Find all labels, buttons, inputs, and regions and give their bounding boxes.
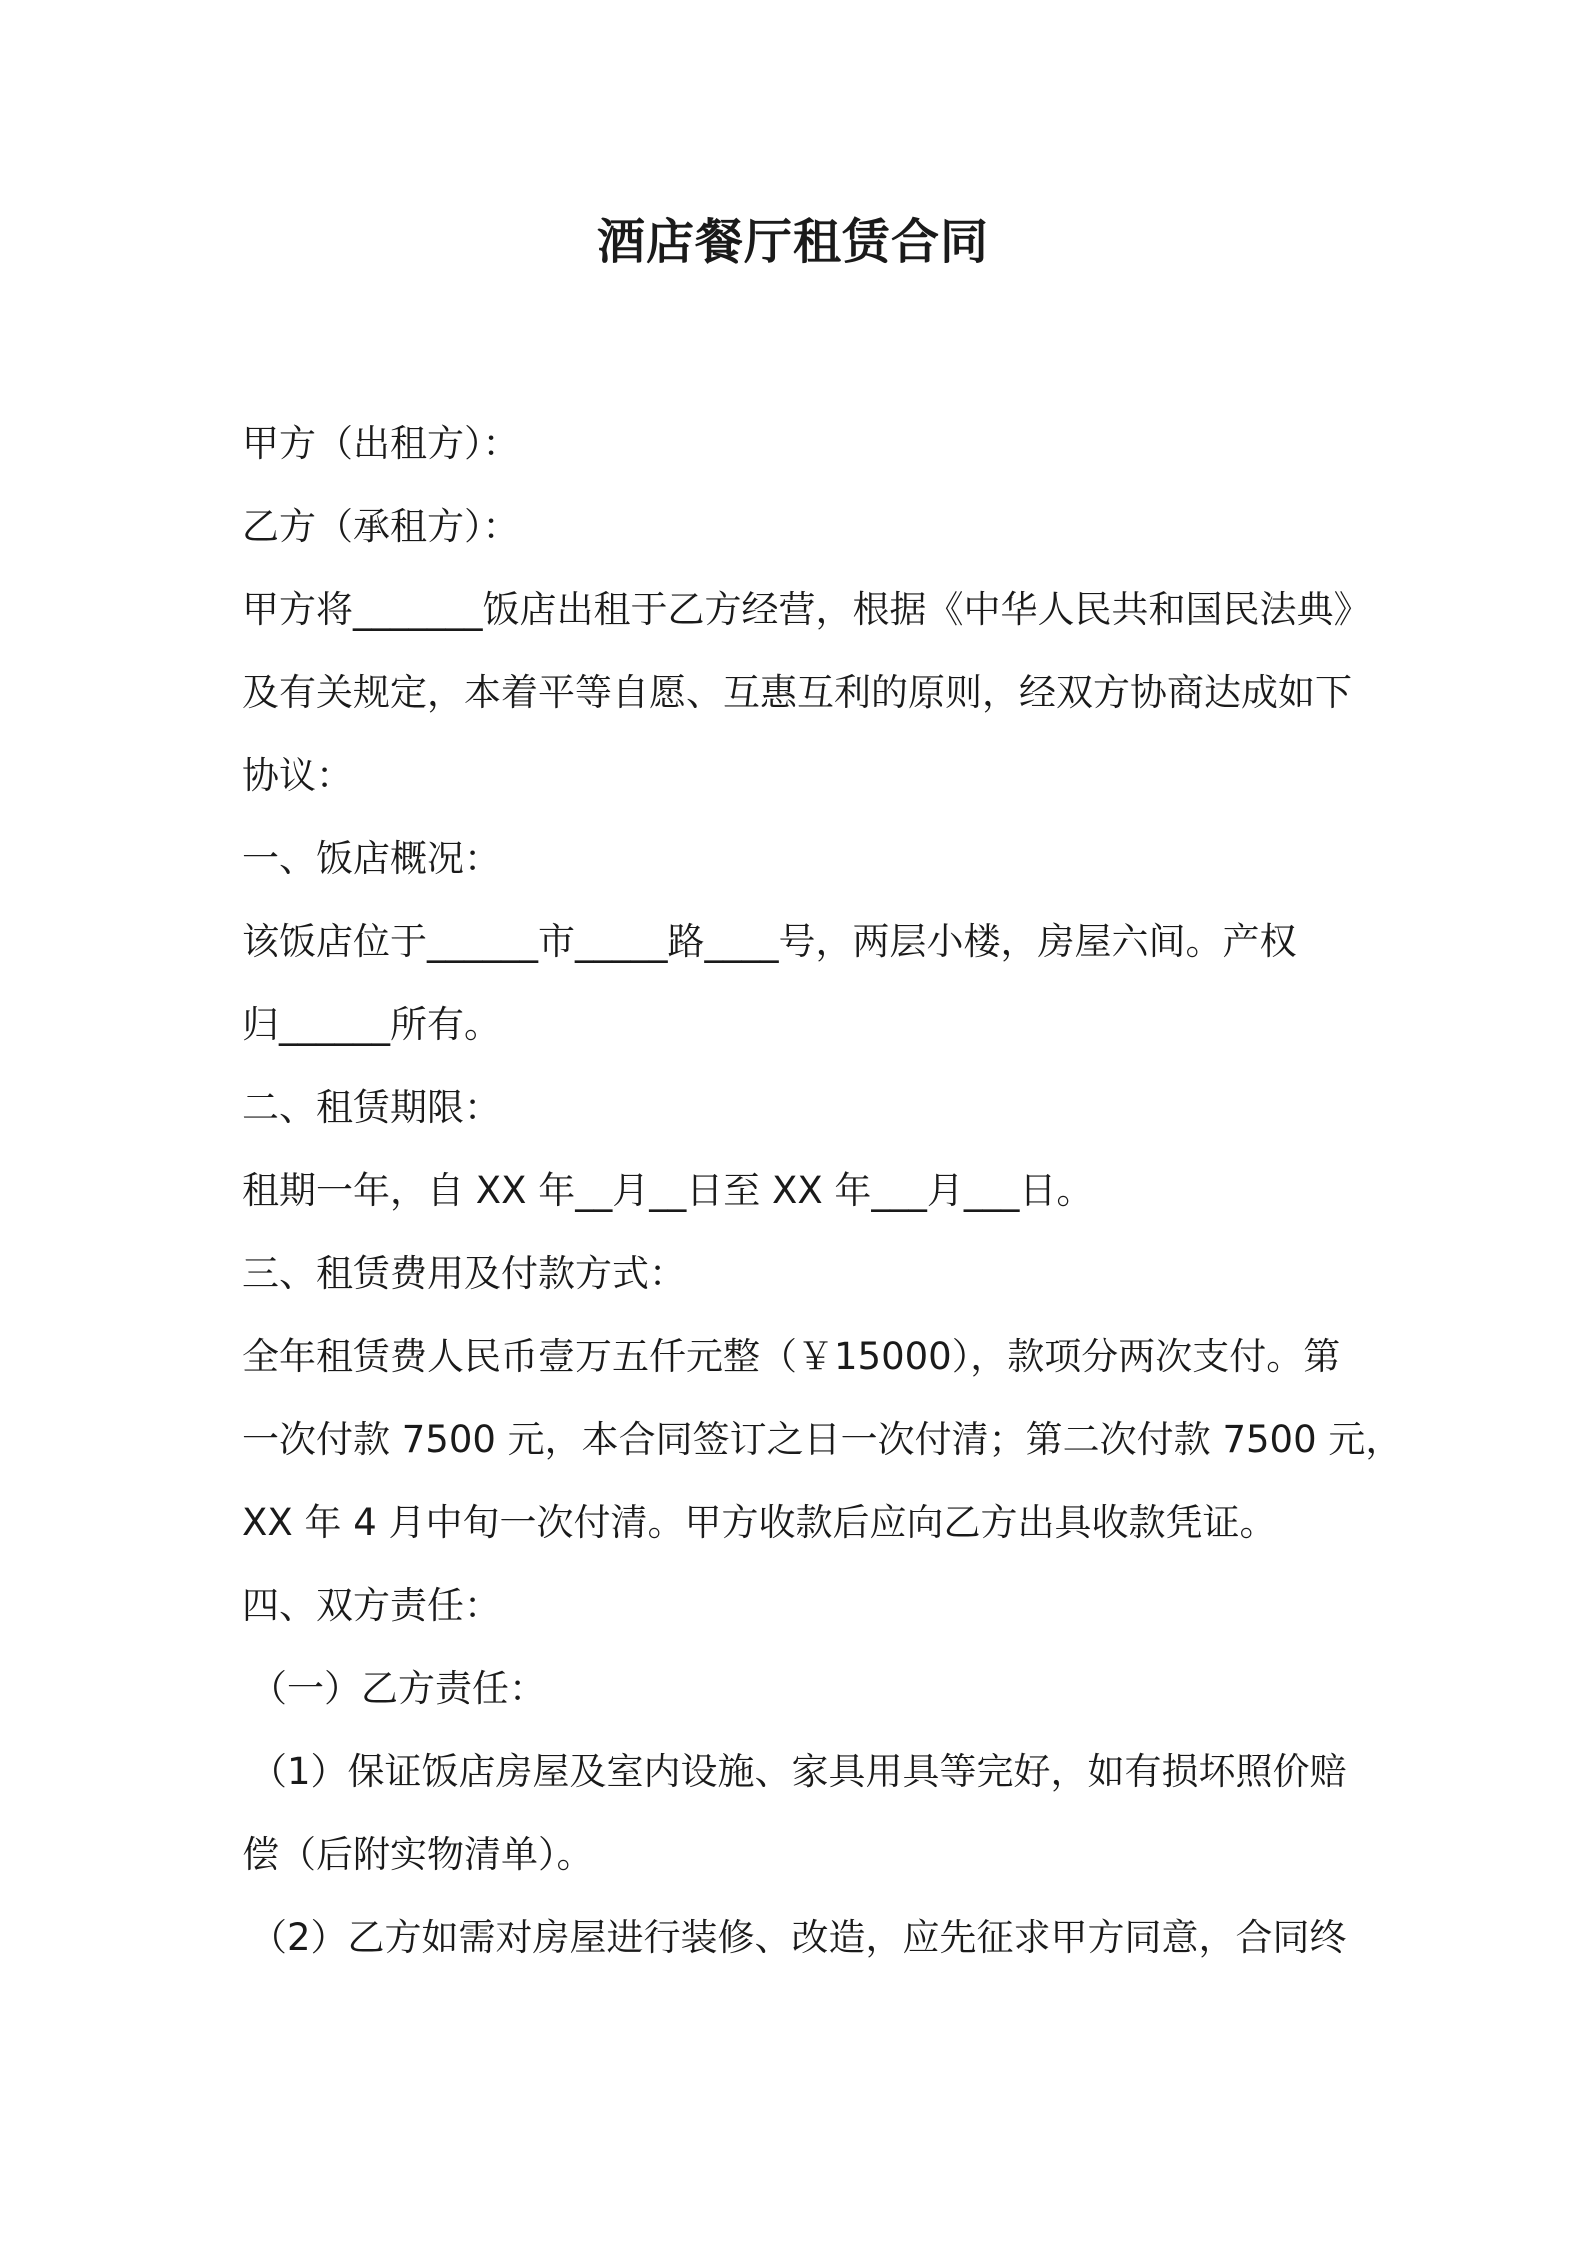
section-1-line-1: 该饭店位于______市_____路____号，两层小楼，房屋六间。产权 (242, 920, 1297, 963)
intro-line-1: 甲方将_______饭店出租于乙方经营，根据《中华人民共和国民法典》 (242, 588, 1371, 631)
party-a-line: 甲方（出租方）： (242, 422, 520, 465)
section-3-line-1: 全年租赁费人民币壹万五仟元整（￥15000），款项分两次支付。第 (242, 1335, 1341, 1378)
section-heading-1: 一、饭店概况： (242, 837, 501, 880)
intro-line-2: 及有关规定，本着平等自愿、互惠互利的原则，经双方协商达成如下 (242, 671, 1352, 714)
section-heading-4: 四、双方责任： (242, 1584, 501, 1627)
party-b-line: 乙方（承租方）： (242, 505, 520, 548)
clause-2-line-1: （2）乙方如需对房屋进行装修、改造，应先征求甲方同意，合同终 (250, 1916, 1347, 1959)
document-title: 酒店餐厅租赁合同 (596, 214, 989, 270)
section-3-line-2: 一次付款 7500 元，本合同签订之日一次付清；第二次付款 7500 元， (242, 1418, 1403, 1461)
subsection-heading-1: （一）乙方责任： (250, 1667, 546, 1710)
clause-1-line-2: 偿（后附实物清单）。 (242, 1833, 594, 1876)
intro-line-3: 协议： (242, 754, 353, 797)
section-1-line-2: 归______所有。 (242, 1003, 501, 1046)
section-2-line-1: 租期一年，自 XX 年__月__日至 XX 年___月___日。 (242, 1169, 1094, 1212)
section-3-line-3: XX 年 4 月中旬一次付清。甲方收款后应向乙方出具收款凭证。 (242, 1501, 1277, 1544)
document-body (242, 402, 1403, 1979)
section-heading-3: 三、租赁费用及付款方式： (242, 1252, 686, 1295)
clause-1-line-1: （1）保证饭店房屋及室内设施、家具用具等完好，如有损坏照价赔 (250, 1750, 1347, 1793)
section-heading-2: 二、租赁期限： (242, 1086, 501, 1129)
